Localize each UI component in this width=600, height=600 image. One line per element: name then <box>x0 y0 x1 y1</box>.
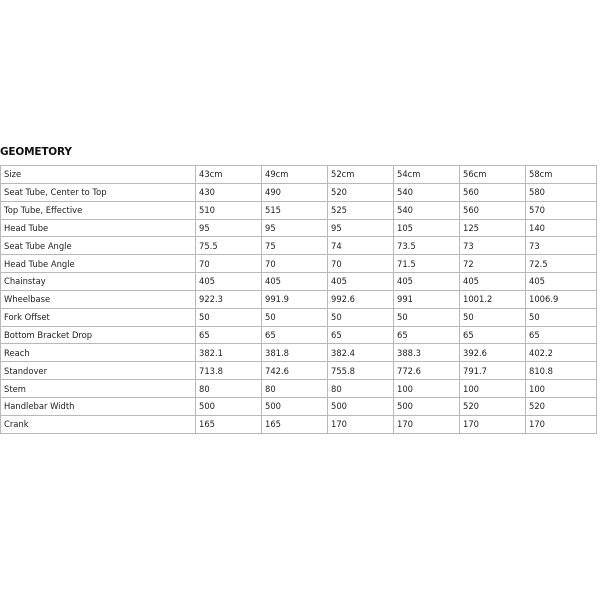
row-value-cell: 430 <box>196 184 262 202</box>
geometry-table <box>0 165 597 434</box>
row-value-cell: 742.6 <box>262 362 328 380</box>
row-value-cell: 580 <box>526 184 597 202</box>
row-value-cell: 65 <box>196 327 262 345</box>
row-value-cell: 713.8 <box>196 362 262 380</box>
row-value-cell: 500 <box>394 398 460 416</box>
row-value-cell: 105 <box>394 220 460 238</box>
row-label-cell: Handlebar Width <box>1 398 196 416</box>
row-value-cell: 405 <box>262 273 328 291</box>
row-value-cell: 165 <box>262 416 328 434</box>
geometry-table-body <box>1 166 597 434</box>
row-label-cell: Bottom Bracket Drop <box>1 327 196 345</box>
header-size-cell: 58cm <box>526 166 597 184</box>
row-label-cell: Fork Offset <box>1 309 196 327</box>
row-value-cell: 405 <box>526 273 597 291</box>
table-row <box>1 380 597 398</box>
row-value-cell: 140 <box>526 220 597 238</box>
row-value-cell: 80 <box>196 380 262 398</box>
row-value-cell: 515 <box>262 202 328 220</box>
row-value-cell: 73 <box>460 237 526 255</box>
row-value-cell: 570 <box>526 202 597 220</box>
row-value-cell: 560 <box>460 202 526 220</box>
table-header-row <box>1 166 597 184</box>
row-label-cell: Top Tube, Effective <box>1 202 196 220</box>
row-value-cell: 74 <box>328 237 394 255</box>
row-value-cell: 65 <box>328 327 394 345</box>
row-value-cell: 500 <box>196 398 262 416</box>
header-size-cell: 56cm <box>460 166 526 184</box>
row-value-cell: 388.3 <box>394 344 460 362</box>
row-value-cell: 72 <box>460 255 526 273</box>
table-row <box>1 309 597 327</box>
row-value-cell: 125 <box>460 220 526 238</box>
row-value-cell: 1001.2 <box>460 291 526 309</box>
row-value-cell: 510 <box>196 202 262 220</box>
row-value-cell: 170 <box>460 416 526 434</box>
table-row <box>1 237 597 255</box>
row-value-cell: 772.6 <box>394 362 460 380</box>
table-row <box>1 327 597 345</box>
header-size-cell: 43cm <box>196 166 262 184</box>
row-label-cell: Seat Tube, Center to Top <box>1 184 196 202</box>
row-value-cell: 50 <box>460 309 526 327</box>
table-row <box>1 273 597 291</box>
row-label-cell: Seat Tube Angle <box>1 237 196 255</box>
row-value-cell: 525 <box>328 202 394 220</box>
table-row <box>1 398 597 416</box>
row-value-cell: 922.3 <box>196 291 262 309</box>
table-row <box>1 416 597 434</box>
row-value-cell: 405 <box>196 273 262 291</box>
table-row <box>1 184 597 202</box>
row-value-cell: 73 <box>526 237 597 255</box>
row-value-cell: 70 <box>262 255 328 273</box>
table-row <box>1 362 597 380</box>
header-size-cell: 52cm <box>328 166 394 184</box>
row-value-cell: 1006.9 <box>526 291 597 309</box>
row-value-cell: 50 <box>328 309 394 327</box>
row-value-cell: 402.2 <box>526 344 597 362</box>
row-label-cell: Stem <box>1 380 196 398</box>
table-row <box>1 344 597 362</box>
header-size-cell: 49cm <box>262 166 328 184</box>
row-value-cell: 405 <box>328 273 394 291</box>
row-value-cell: 65 <box>526 327 597 345</box>
row-value-cell: 165 <box>196 416 262 434</box>
row-value-cell: 170 <box>526 416 597 434</box>
row-label-cell: Standover <box>1 362 196 380</box>
row-value-cell: 490 <box>262 184 328 202</box>
row-value-cell: 100 <box>460 380 526 398</box>
table-row <box>1 202 597 220</box>
row-label-cell: Head Tube Angle <box>1 255 196 273</box>
row-value-cell: 392.6 <box>460 344 526 362</box>
row-value-cell: 170 <box>394 416 460 434</box>
row-value-cell: 72.5 <box>526 255 597 273</box>
row-value-cell: 520 <box>460 398 526 416</box>
row-value-cell: 405 <box>394 273 460 291</box>
row-value-cell: 50 <box>394 309 460 327</box>
row-value-cell: 382.4 <box>328 344 394 362</box>
row-value-cell: 65 <box>460 327 526 345</box>
row-value-cell: 520 <box>328 184 394 202</box>
row-value-cell: 170 <box>328 416 394 434</box>
row-label-cell: Crank <box>1 416 196 434</box>
row-value-cell: 50 <box>262 309 328 327</box>
row-value-cell: 540 <box>394 202 460 220</box>
table-row <box>1 220 597 238</box>
table-row <box>1 255 597 273</box>
row-value-cell: 75.5 <box>196 237 262 255</box>
row-value-cell: 755.8 <box>328 362 394 380</box>
row-value-cell: 70 <box>328 255 394 273</box>
row-value-cell: 65 <box>394 327 460 345</box>
row-value-cell: 50 <box>196 309 262 327</box>
row-value-cell: 95 <box>196 220 262 238</box>
row-value-cell: 405 <box>460 273 526 291</box>
row-label-cell: Wheelbase <box>1 291 196 309</box>
row-value-cell: 95 <box>262 220 328 238</box>
row-value-cell: 500 <box>262 398 328 416</box>
header-size-cell: 54cm <box>394 166 460 184</box>
row-value-cell: 381.8 <box>262 344 328 362</box>
row-value-cell: 50 <box>526 309 597 327</box>
row-value-cell: 73.5 <box>394 237 460 255</box>
row-value-cell: 810.8 <box>526 362 597 380</box>
row-value-cell: 500 <box>328 398 394 416</box>
row-value-cell: 560 <box>460 184 526 202</box>
row-value-cell: 75 <box>262 237 328 255</box>
row-value-cell: 100 <box>526 380 597 398</box>
row-value-cell: 71.5 <box>394 255 460 273</box>
row-label-cell: Chainstay <box>1 273 196 291</box>
row-value-cell: 65 <box>262 327 328 345</box>
row-value-cell: 992.6 <box>328 291 394 309</box>
row-value-cell: 95 <box>328 220 394 238</box>
row-value-cell: 80 <box>328 380 394 398</box>
row-value-cell: 382.1 <box>196 344 262 362</box>
page-title: GEOMETORY <box>0 146 72 158</box>
row-value-cell: 540 <box>394 184 460 202</box>
row-value-cell: 991 <box>394 291 460 309</box>
row-value-cell: 100 <box>394 380 460 398</box>
row-value-cell: 80 <box>262 380 328 398</box>
row-value-cell: 70 <box>196 255 262 273</box>
row-value-cell: 520 <box>526 398 597 416</box>
header-label-cell: Size <box>1 166 196 184</box>
row-label-cell: Reach <box>1 344 196 362</box>
row-value-cell: 991.9 <box>262 291 328 309</box>
row-value-cell: 791.7 <box>460 362 526 380</box>
row-label-cell: Head Tube <box>1 220 196 238</box>
table-row <box>1 291 597 309</box>
